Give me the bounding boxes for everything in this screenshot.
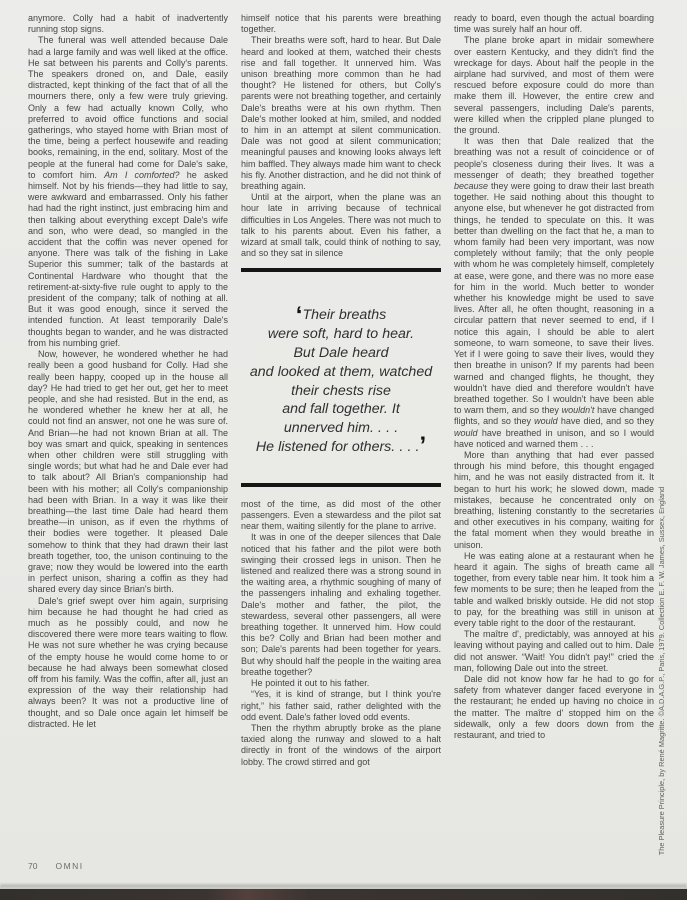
paragraph: Dale did not know how far he had to go for safety from whatever danger faced everyone in the restaurant; he ended up having no choice in the matter. The maître d' stopped him on the sidewalk, only a few doors down from the restaurant, and tried to — [454, 673, 654, 740]
paragraph: Dale's grief swept over him again, surprising him because he had thought he had cried as much as he possibly could, and now he discovered there were more tears waiting to flow. He was not sure whether he was crying because of the empty house he would come home to or because he had always been somewhat closed off from his family. Was the coffin, after all, just an expression of the way their relationship had always been? It was not a productive line of thought, and so Dale once again let himself be distracted. He let — [28, 595, 228, 729]
paragraph: It was in one of the deeper silences that Dale noticed that his father and the pilot were both swinging their crossed legs in unison. Then he listened and realized there was a strong sound in the waiting area, a rhythmic soughing of many of the passengers inhaling and exhaling together. Dale's mother and father, the pilot, the stewardess, several other passengers, all were breathing together. It unnerved him. How could this be? Colly and Brian had been mother and son; Dale's parents had been together for years. But why should half the people in the waiting area breathe together? — [241, 532, 441, 677]
paragraph: Now, however, he wondered whether he had really been a good husband for Colly. Had she really been happy, cooped up in the house all day? He had tried to get her out, get her to meet people, and she had resisted. But in the end, as he wondered whether he knew her at all, he could not find an answer, not one he was sure of. And Brian—he had not known Brian at all. The boy was smart and quick, speaking in sentences when other children were still struggling with single words; but what had he and Dale ever had to talk about? All Brian's companionship had been with his mother; all Colly's companionship had been with Brian. In a way it was like their breathing—the last time Dale had heard them breathe—in unison, as if even the rhythms of their bodies were together. It pleased Dale somehow to think that they had drawn their last breath together, too, the unison continuing to the grave; now they would be lowered into the earth in perfect unison, sharing a coffin as they had shared every day since Brian's birth. — [28, 349, 228, 595]
column-2-lower-text — [241, 499, 441, 768]
image-credit-caption: The Pleasure Principle, by René Magritte. ©A.D.A.G.P., Paris, 1979. Collection E. F. W. James, Sussex, England — [657, 486, 666, 856]
paragraph: He was eating alone at a restaurant when he heard it again. The sighs of breath came all together, from every table near him. It took him a few moments to be sure; then he leaped from the table and walked briskly outside. He did not stop to pay, for the breathing was still in unison at every table right to the door of the restaurant. — [454, 550, 654, 628]
column-1 — [28, 13, 228, 768]
close-quote-mark: ’ — [419, 432, 427, 460]
paragraph: “Yes, it is kind of strange, but I think you're right,” his father said, rather delighted with the odd event. Dale's father loved odd events. — [241, 689, 441, 722]
paragraph: most of the time, as did most of the other passengers. Even a stewardess and the pilot sat near them, waiting silently for the plane to arrive. — [241, 498, 441, 532]
paragraph: It was then that Dale realized that the breathing was not a result of coincidence or of people's closeness during their lives. It was a messenger of death; they breathed together because they were going to draw their last breath together. He said nothing about this thought to anyone else, but whenever he got distracted from things, he tended to speculate on this. It was better than dwelling on the fact that he, a man to whom family had been very important, was now completely without family; that the only people with whom he was completely himself, completely at ease, were gone, and there was no more ease for him in the world. Much better to wonder whether his knowledge might be used to save lives. After all, he often thought, reasoning in a circular pattern that never seemed to end, if I notice this again, I should be able to alert someone, to warn someone, to save their lives. Yet if I were going to save their lives, would they then breathe in unison? If my parents had been warned and changed flights, he thought, they wouldn't have died and therefore wouldn't have breathed together. So I wouldn't have been able to warn them, and so they wouldn't have changed flights, and so they would have died, and so they would have breathed in unison, and so I would have noticed and warned them . . . — [454, 136, 654, 449]
open-quote-mark: ‘ — [295, 302, 303, 330]
pull-quote-bottom-rule — [241, 483, 441, 487]
pull-quote-top-rule — [241, 268, 441, 272]
column-3 — [454, 13, 654, 768]
page-edge-bar — [0, 887, 687, 900]
paragraph: The plane broke apart in midair somewhere over eastern Kentucky, and they didn't find the wreckage for days. About half the people in the airplane had survived, and most of them were rescued before exposure could do more than make them ill. However, the entire crew and several passengers, including Dale's parents, were killed when the crippled plane plunged to the ground. — [454, 35, 654, 136]
page-number: 70 — [28, 861, 38, 871]
paragraph: ready to board, even though the actual boarding time was surely half an hour off. — [454, 13, 654, 35]
paragraph: He pointed it out to his father. — [251, 678, 370, 689]
paragraph: himself notice that his parents were breathing together. — [241, 13, 441, 35]
column-2 — [241, 13, 441, 768]
text-columns — [28, 13, 654, 768]
paragraph: Until at the airport, when the plane was an hour late in arriving because of technical difficulties in Los Angeles. There was not much to talk to his parents about. Even his father, a wizard at small talk, could think of nothing to say, and so they sat in silence — [241, 192, 441, 259]
paragraph: anymore. Colly had a habit of inadvertently running stop signs. — [28, 13, 228, 35]
magazine-name: OMNI — [55, 861, 84, 871]
paragraph: The funeral was well attended because Dale had a large family and was well liked at the office. He sat between his parents and Colly's parents. The speakers droned on, and Dale, easily distracted, kept thinking of the fact that of all the mourners there, only a few were truly grieving. Only a few had actually known Colly, who preferred to avoid office functions and social gatherings, who stayed home with Brian most of the time, being a perfect housewife and reading books, remaining, in the end, solitary. Most of the people at the funeral had come for Dale's sake, to comfort him. Am I comforted? he asked himself. Not by his friends—they had little to say, were awkward and embarrassed. Only his father had had the right instinct, just embracing him and then talking about everything except Dale's wife and son, who were dead, so mangled in the accident that the coffin was never opened for anyone. There was talk of the fishing in Lake Superior this summer; talk of the bastards at Continental Hardware who thought that the retirement-at-sixty-five rule ought to apply to the president of the company; talk of nothing at all. But it was good enough, since it served the intended function. At least temporarily Dale's thoughts began to wander, and he was distracted from his numbing grief. — [28, 35, 228, 348]
paragraph: Then the rhythm abruptly broke as the plane taxied along the runway and slowed to a halt directly in front of the windows of the airport lobby. The crowd stirred and got — [241, 722, 441, 767]
column-2-upper-text — [241, 13, 441, 259]
pull-quote: ‘Their breaths were soft, hard to hear. But Dale heard and looked at them, watched their chests rise and fall together. It unnerved him. . . . He listened for others. . . .’ — [249, 302, 433, 460]
paragraph: The maître d', predictably, was annoyed at his leaving without paying and called out to him. Dale did not answer. “Wait! You didn't pay!” cried the man, following Dale out into the street. — [454, 629, 654, 673]
paragraph: More than anything that had ever passed through his mind before, this thought engaged him, and he was not easily distracted from it. It began to hurt his work; he slowed down, made mistakes, because he concentrated only on breathing, listening constantly to the secretaries and other executives in his company, waiting for the fatal moment when they would breathe in unison. — [454, 449, 654, 550]
paragraph: Their breaths were soft, hard to hear. But Dale heard and looked at them, watched their chests rise and fall together. It unnerved him. Was unison breathing more common than he had thought? He listened for others, but Colly's parents were not breathing together, and certainly Dale's breaths were at his own rhythm. Then Dale's mother looked at him, smiled, and nodded to him in an attempt at silent communication. Dale was not good at silent communication; meaningful pauses and knowing looks always left him baffled. They always made him want to check his fly. Another distraction, and he did not think of breathing again. — [241, 35, 441, 192]
page-footer — [28, 861, 84, 871]
